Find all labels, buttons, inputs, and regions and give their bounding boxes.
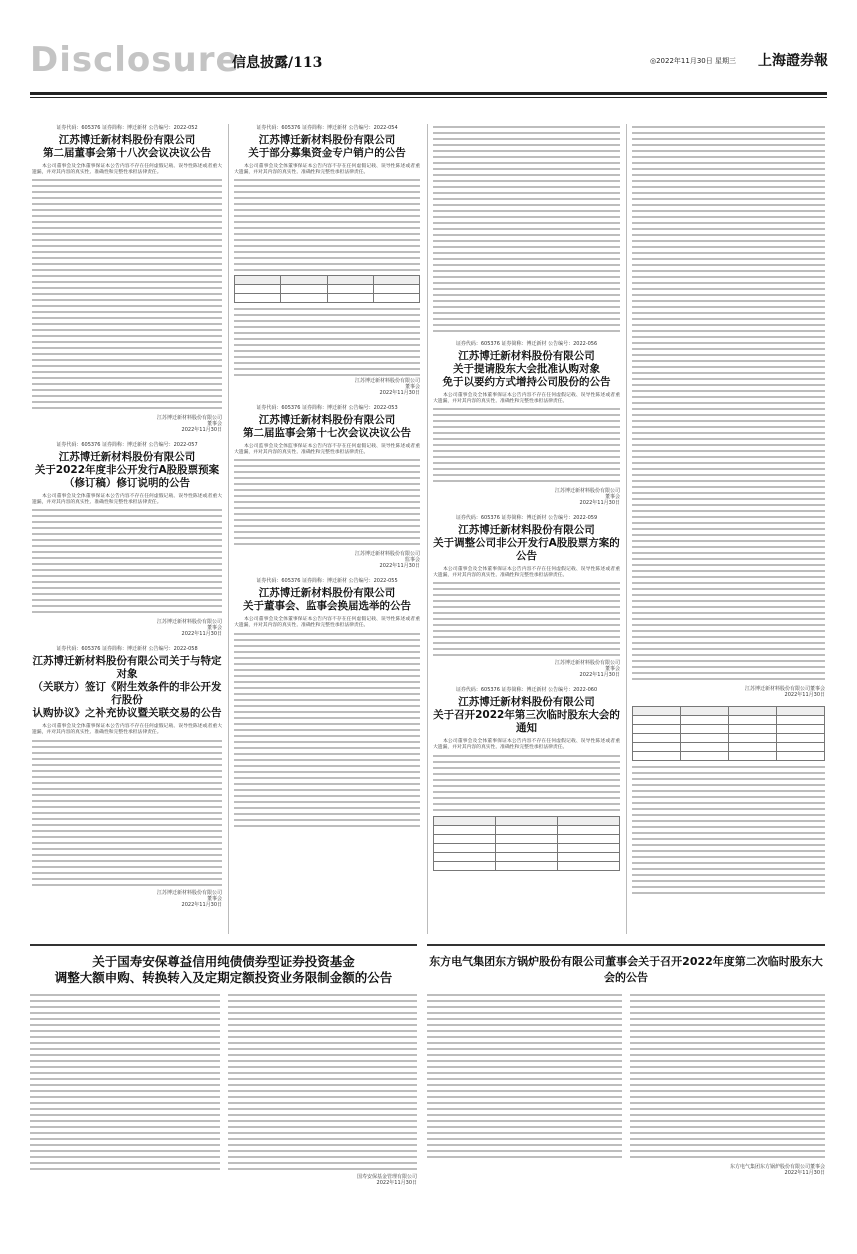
notice-signature: 江苏博迁新材料股份有限公司 董事会 2022年11月30日: [554, 488, 620, 507]
notice-code: 证券代码：605376 证券简称：博迁新材 公告编号：2022-055: [256, 578, 398, 585]
notice-signature: 江苏博迁新材料股份有限公司 监事会 2022年11月30日: [354, 551, 420, 570]
masthead: [0, 0, 857, 95]
fund-notice-signature: 国寿安保基金管理有限公司 2022年11月30日: [356, 1174, 417, 1186]
notice-code: 证券代码：605376 证券简称：博迁新材 公告编号：2022-054: [256, 125, 398, 131]
notice-signature: 江苏博迁新材料股份有限公司 董事会 2022年11月30日: [156, 619, 222, 638]
masthead-rule-thin: [30, 97, 827, 98]
notice-code: 证券代码：605376 证券简称：博迁新材 公告编号：2022-053: [256, 405, 398, 412]
newspaper-name: 上海證券報: [758, 53, 828, 69]
notice-signature: 江苏博迁新材料股份有限公司董事会 2022年11月30日: [744, 686, 825, 698]
body-text-block: [632, 124, 825, 684]
notice-lead: 本公司监事会及全体监事保证本公告内容不存在任何虚假记载、误导性陈述或者重大遗漏，并对其内容的真实性、准确性和完整性承担法律责任。: [234, 444, 420, 456]
body-text-block: [234, 457, 420, 549]
notice-title: 江苏博迁新材料股份有限公司 关于召开2022年第三次临时股东大会的通知: [433, 696, 620, 735]
body-text-block: [30, 992, 220, 1172]
notice-supervisory-resolution: [234, 404, 420, 569]
boiler-notice-title: 东方电气集团东方锅炉股份有限公司董事会关于召开2022年度第二次临时股东大会的公告: [429, 955, 823, 984]
notice-related-party: [32, 645, 222, 907]
notice-title: 江苏博迁新材料股份有限公司 第二届监事会第十七次会议决议公告: [243, 414, 411, 440]
masthead-section: [232, 52, 322, 72]
notice-title: 江苏博迁新材料股份有限公司 关于部分募集资金专户销户的公告: [248, 134, 406, 159]
account-table: [234, 275, 420, 303]
fund-notice-body: [30, 992, 417, 1172]
body-text-block: [234, 306, 420, 376]
notice-signature: 江苏博迁新材料股份有限公司 董事会 2022年11月30日: [156, 889, 222, 908]
column-3: [433, 124, 620, 879]
body-text-block: [32, 177, 222, 413]
body-text-block: [433, 124, 620, 336]
notice-plan-adjustment: [433, 514, 620, 678]
body-text-block: [433, 753, 620, 813]
notice-lead: 本公司董事会及全体董事保证本公告内容不存在任何虚假记载、误导性陈述或者重大遗漏，并对其内容的真实性、准确性和完整性承担法律责任。: [32, 164, 222, 176]
notice-title: 江苏博迁新材料股份有限公司 关于调整公司非公开发行A股股票方案的公告: [433, 524, 620, 563]
notice-lead: 本公司董事会及全体董事保证本公告内容不存在任何虚假记载、误导性陈述或者重大遗漏，并对其内容的真实性、准确性和完整性承担法律责任。: [234, 617, 420, 629]
column-1: [32, 124, 222, 916]
fund-notice: [30, 944, 417, 1246]
notice-prospectus-revision: [32, 441, 222, 637]
notice-code: 证券代码：605376 证券简称：博迁新材 公告编号：2022-052: [56, 125, 198, 131]
notice-lead: 本公司董事会及全体董事保证本公告内容不存在任何虚假记载、误导性陈述或者重大遗漏，并对其内容的真实性、准确性和完整性承担法律责任。: [433, 739, 620, 751]
proxy-table: [632, 706, 825, 761]
body-text-block: [228, 992, 418, 1172]
boiler-notice-body: [427, 992, 825, 1162]
section-name: 信息披露: [232, 55, 288, 71]
notice-board-election: [234, 577, 420, 830]
column-divider: [427, 124, 428, 934]
notice-title: 江苏博迁新材料股份有限公司 关于提请股东大会批准认购对象 免于以要约方式增持公司股份的公告: [442, 350, 611, 388]
notice-signature: 江苏博迁新材料股份有限公司 董事会 2022年11月30日: [354, 378, 420, 397]
notice-code: 证券代码：605376 证券简称：博迁新材 公告编号：2022-056: [455, 341, 598, 347]
page-number: /113: [288, 55, 323, 71]
column-2: [234, 124, 420, 839]
notice-title: 江苏博迁新材料股份有限公司 第二届董事会第十八次会议决议公告: [43, 134, 211, 159]
notice-egm: [433, 686, 620, 870]
body-text-block: [427, 992, 622, 1162]
notice-code: 证券代码：605376 证券简称：博迁新材 公告编号：2022-058: [56, 646, 198, 653]
notice-lead: 本公司董事会及全体董事保证本公告内容不存在任何虚假记载、误导性陈述或者重大遗漏，并对其内容的真实性、准确性和完整性承担法律责任。: [433, 567, 620, 579]
column-divider: [626, 124, 627, 934]
body-text-block: [234, 177, 420, 272]
notice-tender-exemption: [433, 340, 620, 506]
notice-lead: 本公司董事会及全体董事保证本公告内容不存在任何虚假记载、误导性陈述或者重大遗漏，并对其内容的真实性、准确性和完整性承担法律责任。: [32, 724, 222, 736]
body-text-block: [630, 992, 825, 1162]
boiler-egm-notice: [427, 944, 825, 1246]
body-text-block: [433, 406, 620, 486]
notice-code: 证券代码：605376 证券简称：博迁新材 公告编号：2022-060: [455, 687, 598, 694]
notice-title: 江苏博迁新材料股份有限公司 关于2022年度非公开发行A股股票预案 （修订稿）修订说明的公告: [34, 451, 220, 490]
notice-board-resolution: [32, 124, 222, 433]
body-text-block: [32, 507, 222, 617]
column-4: [632, 124, 825, 894]
notice-signature: 江苏博迁新材料股份有限公司 董事会 2022年11月30日: [156, 415, 222, 434]
notice-lead: 本公司董事会及全体董事保证本公告内容不存在任何虚假记载、误导性陈述或者重大遗漏，并对其内容的真实性、准确性和完整性承担法律责任。: [433, 393, 620, 405]
notice-lead: 本公司董事会及全体董事保证本公告内容不存在任何虚假记载、误导性陈述或者重大遗漏，并对其内容的真实性、准确性和完整性承担法律责任。: [32, 494, 222, 506]
notice-lead: 本公司董事会及全体董事保证本公告内容不存在任何虚假记载、误导性陈述或者重大遗漏，并对其内容的真实性、准确性和完整性承担法律责任。: [234, 164, 420, 176]
boiler-notice-signature: 东方电气集团东方锅炉股份有限公司董事会 2022年11月30日: [729, 1164, 825, 1176]
column-divider: [228, 124, 229, 934]
masthead-rule: [30, 92, 827, 95]
notice-code: 证券代码：605376 证券简称：博迁新材 公告编号：2022-057: [56, 442, 198, 449]
resolution-table: [433, 816, 620, 871]
body-text-block: [234, 631, 420, 831]
notice-title: 江苏博迁新材料股份有限公司 关于董事会、监事会换届选举的公告: [243, 587, 411, 613]
fund-notice-title: 关于国寿安保尊益信用纯债债券型证券投资基金 调整大额申购、转换转入及定期定额投资业务限制金额的公告: [54, 954, 393, 985]
body-text-block: [433, 580, 620, 658]
body-text-block: [32, 738, 222, 888]
notice-title: 江苏博迁新材料股份有限公司关于与特定对象 （关联方）签订《附生效条件的非公开发行股份 认购协议》之补充协议暨关联交易的公告: [32, 655, 222, 720]
notice-code: 证券代码：605376 证券简称：博迁新材 公告编号：2022-059: [455, 515, 598, 522]
body-text-block: [632, 764, 825, 894]
notice-signature: 江苏博迁新材料股份有限公司 董事会 2022年11月30日: [554, 660, 620, 679]
masthead-wordmark: Disclosure: [30, 40, 240, 80]
notice-account-closure: [234, 124, 420, 396]
issue-date: ◎2022年11月30日 星期三: [650, 57, 736, 65]
